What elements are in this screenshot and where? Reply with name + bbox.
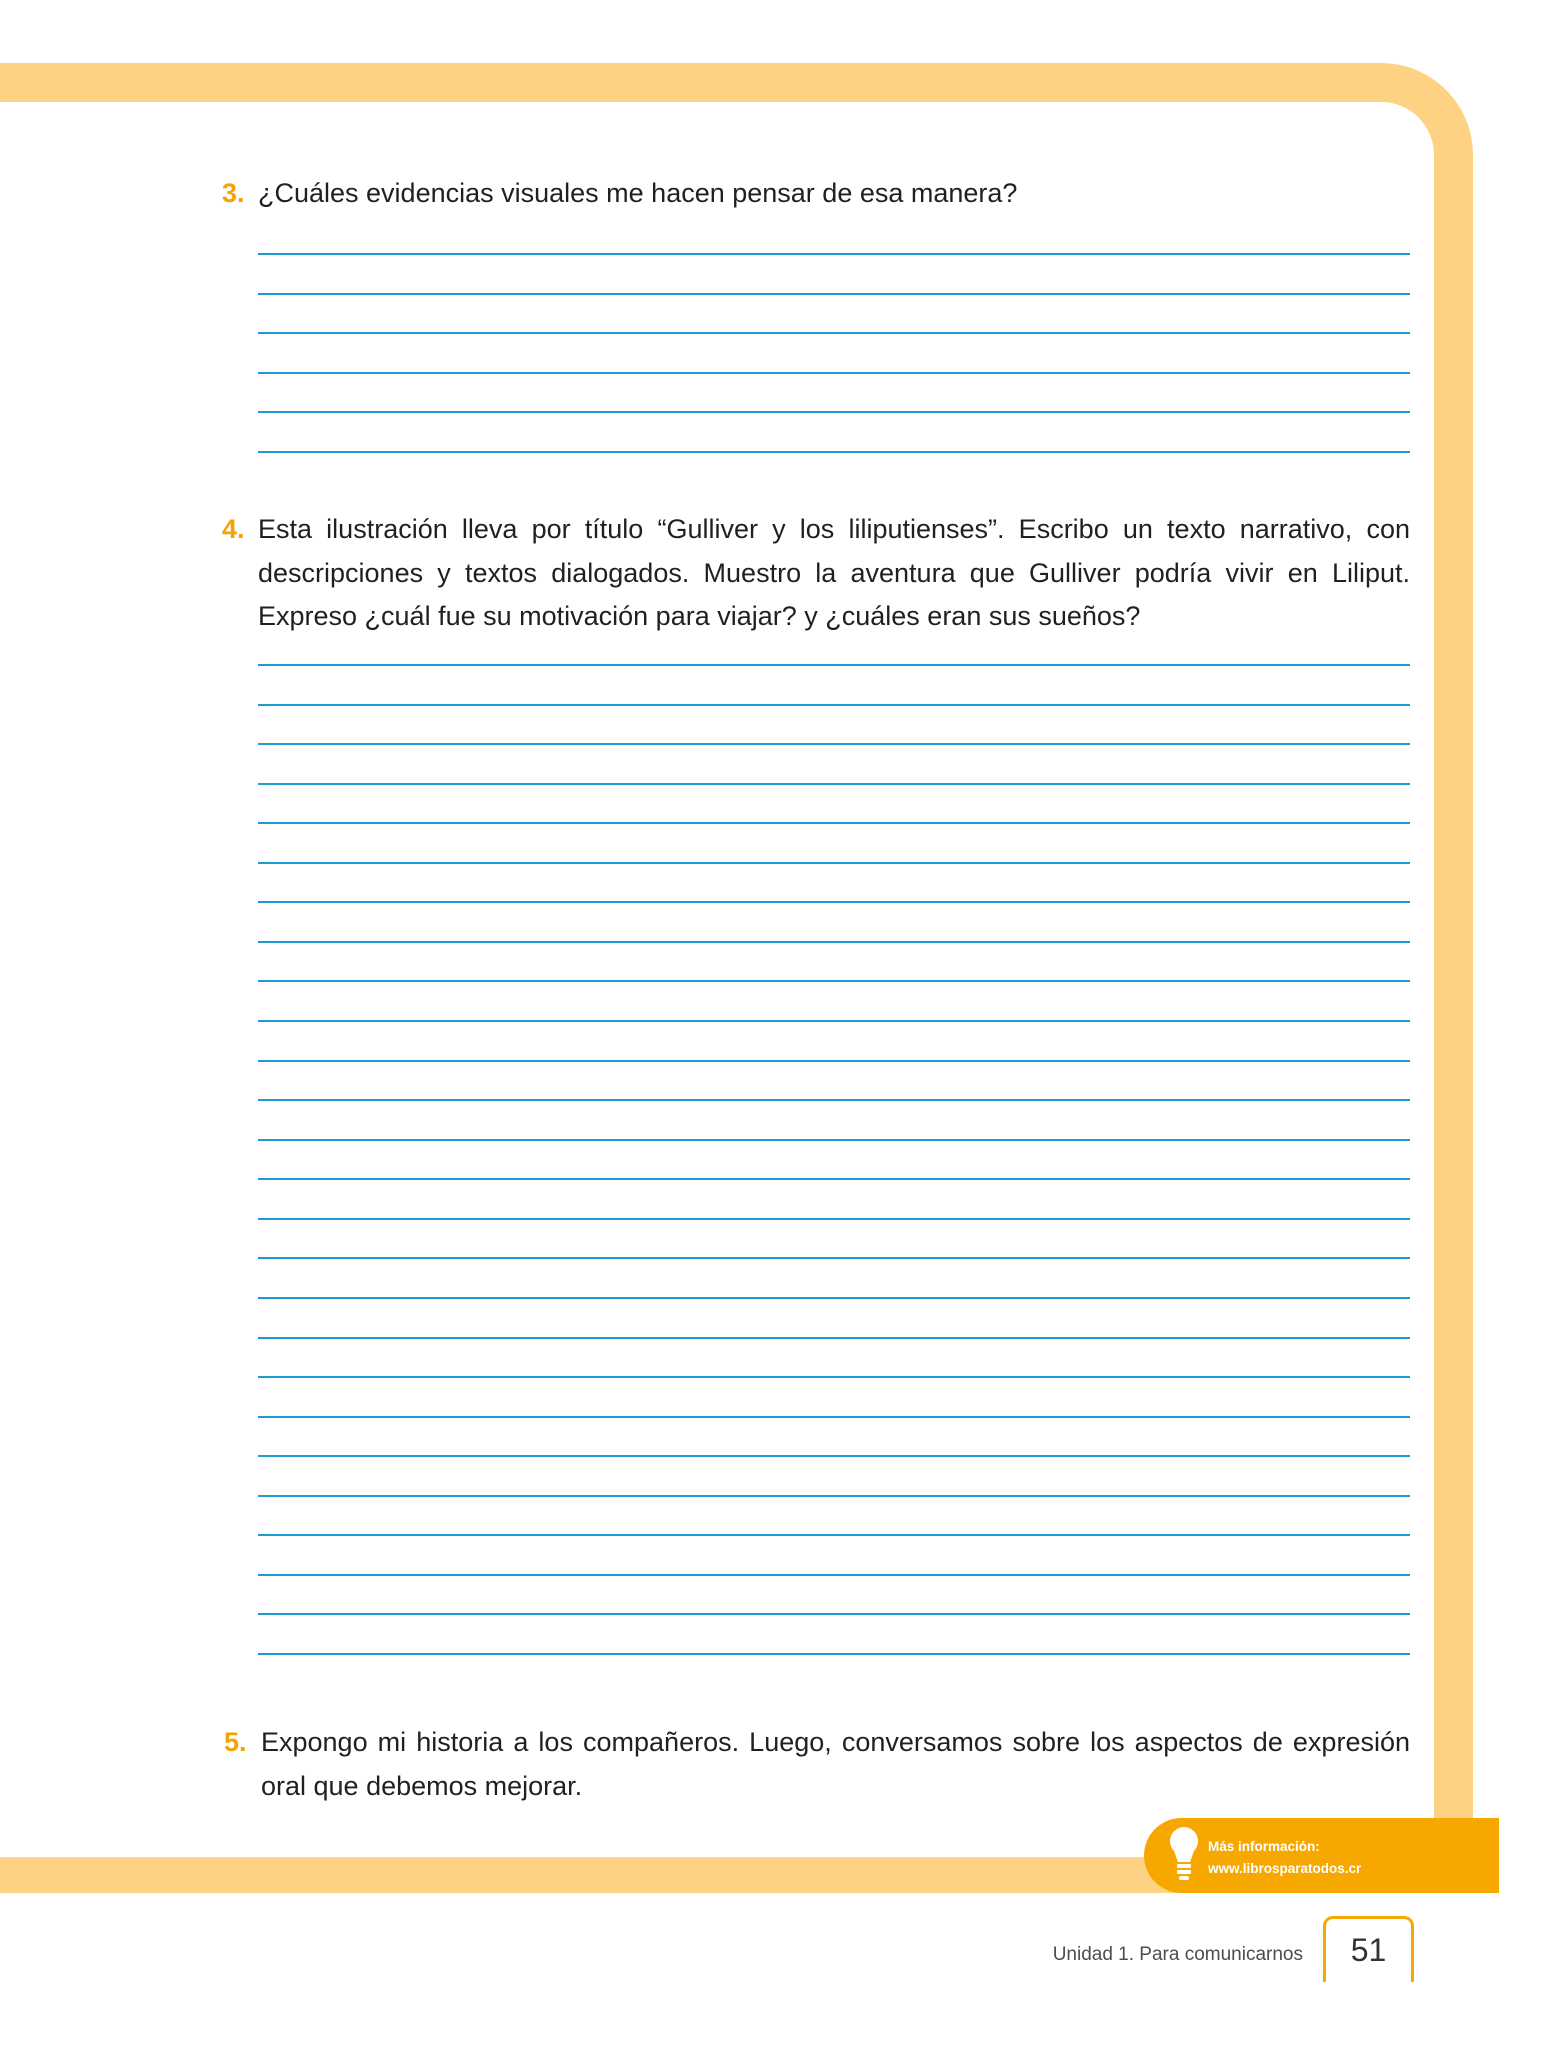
answer-line [258, 1218, 1410, 1220]
answer-line [258, 862, 1410, 864]
answer-line [258, 941, 1410, 943]
answer-line [258, 1139, 1410, 1141]
question-3-text: ¿Cuáles evidencias visuales me hacen pensar de esa manera? [258, 178, 1018, 208]
answer-line [258, 253, 1410, 255]
question-3-number: 3. [222, 178, 245, 208]
answer-line [258, 1534, 1410, 1536]
answer-line [258, 1020, 1410, 1022]
answer-line [258, 901, 1410, 903]
footer-unit-title: Unidad 1. Para comunicarnos [1052, 1944, 1303, 1965]
page-number-box [1323, 1916, 1414, 1982]
question-5-number: 5. [224, 1727, 247, 1757]
answer-line [258, 1455, 1410, 1457]
answer-line [258, 411, 1410, 413]
more-info-label: Más información: [1208, 1839, 1320, 1854]
question-4-line: Expreso ¿cuál fue su motivación para viajar? y ¿cuáles eran sus sueños? [258, 601, 1141, 631]
answer-line [258, 293, 1410, 295]
answer-line [258, 1416, 1410, 1418]
more-info-link[interactable]: www.librosparatodos.cr [1208, 1861, 1362, 1876]
answer-line [258, 783, 1410, 785]
page-frame-band [0, 63, 1473, 1843]
answer-line [258, 1257, 1410, 1259]
answer-line [258, 980, 1410, 982]
answer-line [258, 704, 1410, 706]
answer-line [258, 372, 1410, 374]
answer-line [258, 1653, 1410, 1655]
answer-line [258, 1060, 1410, 1062]
bottom-band [0, 1857, 1200, 1893]
question-5-line: Expongo mi historia a los compañeros. Luego, conversamos sobre los aspectos de expresión [261, 1727, 1410, 1757]
answer-line [258, 332, 1410, 334]
answer-line [258, 1376, 1410, 1378]
answer-line [258, 1495, 1410, 1497]
question-5-text [261, 1720, 1410, 1808]
answer-line [258, 1297, 1410, 1299]
more-info-tab [1144, 1818, 1499, 1893]
answer-line [258, 1337, 1410, 1339]
answer-line [258, 822, 1410, 824]
answer-line [258, 664, 1410, 666]
page-number: 51 [1350, 1932, 1387, 1968]
answer-line [258, 743, 1410, 745]
answer-line [258, 1178, 1410, 1180]
question-4-number: 4. [222, 514, 245, 544]
answer-line [258, 1574, 1410, 1576]
question-4-text [258, 508, 1410, 639]
answer-line [258, 1613, 1410, 1615]
question-4-line: Esta ilustración lleva por título “Gulliver y los liliputienses”. Escribo un texto narrativo, con [258, 514, 1410, 544]
answer-line [258, 1099, 1410, 1101]
question-4-line: descripciones y textos dialogados. Muestro la aventura que Gulliver podría vivir en Liliput. [258, 557, 1410, 588]
answer-line [258, 451, 1410, 453]
lightbulb-icon [1168, 1826, 1200, 1882]
question-5-line: oral que debemos mejorar. [261, 1771, 583, 1801]
